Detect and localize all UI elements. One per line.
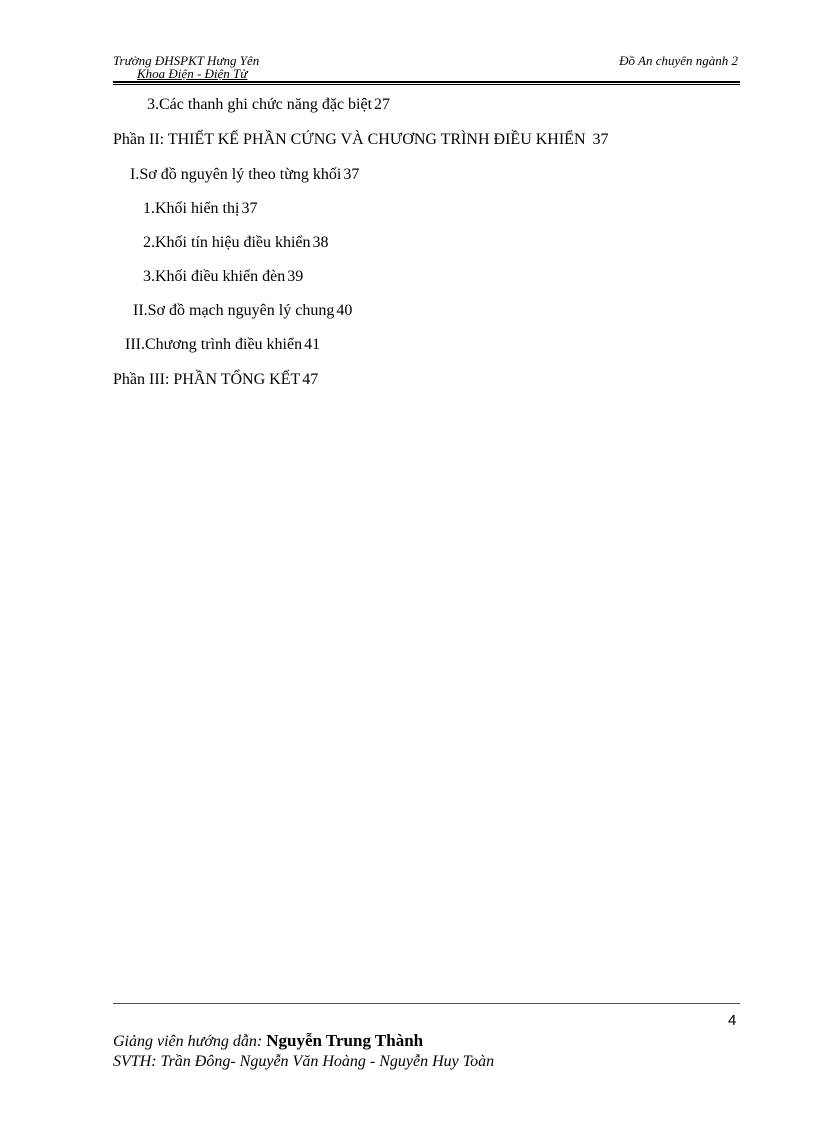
toc-title: Các thanh ghi chức năng đặc biệt — [159, 96, 373, 113]
toc-number: 3. — [147, 96, 159, 113]
toc-number: 1. — [143, 200, 155, 217]
toc-title: Khối tín hiệu điều khiển — [155, 234, 311, 251]
footer-rule — [113, 1003, 740, 1004]
toc-title: Chương trình điều khiển — [144, 336, 303, 353]
advisor-line — [113, 1031, 423, 1051]
toc-title: Khối điều khiển đèn — [155, 268, 286, 285]
toc-page: 37 — [241, 200, 258, 217]
toc-page: 37 — [343, 166, 360, 183]
toc-title: Sơ đồ mạch nguyên lý chung — [147, 302, 335, 319]
toc-page: 38 — [312, 234, 329, 251]
header-rule — [113, 81, 740, 83]
toc-page: 41 — [304, 336, 321, 353]
advisor-name: Nguyễn Trung Thành — [266, 1031, 424, 1050]
toc-number: 3. — [143, 268, 155, 285]
header-rule-thin — [113, 84, 740, 85]
toc-number: III. — [125, 336, 145, 353]
header-faculty: Khoa Điện - Điện Tử — [137, 66, 248, 81]
toc-page: 27 — [374, 96, 391, 113]
toc-title: Phần III: PHẦN TỔNG KẾT — [113, 371, 301, 388]
page-number: 4 — [728, 1012, 737, 1029]
toc-number: II. — [133, 302, 148, 319]
toc-title: Sơ đồ nguyên lý theo từng khối — [139, 166, 342, 183]
toc-number: I. — [130, 166, 140, 183]
toc-page: 39 — [287, 268, 304, 285]
header-project: Đồ An chuyên ngành 2 — [619, 53, 738, 68]
advisor-label: Giảng viên hướng dẫn: — [113, 1033, 263, 1050]
toc-page: 47 — [302, 371, 319, 388]
toc-title: Phần II: THIẾT KẾ PHẦN CỨNG VÀ CHƯƠNG TRÌNH ĐIỀU KHIỂN — [113, 131, 586, 148]
toc-number: 2. — [143, 234, 155, 251]
toc-page: 37 — [592, 131, 609, 148]
header-school: Trường ĐHSPKT Hưng Yên — [113, 53, 260, 68]
toc-title: Khối hiển thị — [155, 200, 240, 217]
students-line: SVTH: Trần Đông- Nguyễn Văn Hoàng - Nguyễn Huy Toàn — [113, 1053, 495, 1070]
toc-page: 40 — [336, 302, 353, 319]
